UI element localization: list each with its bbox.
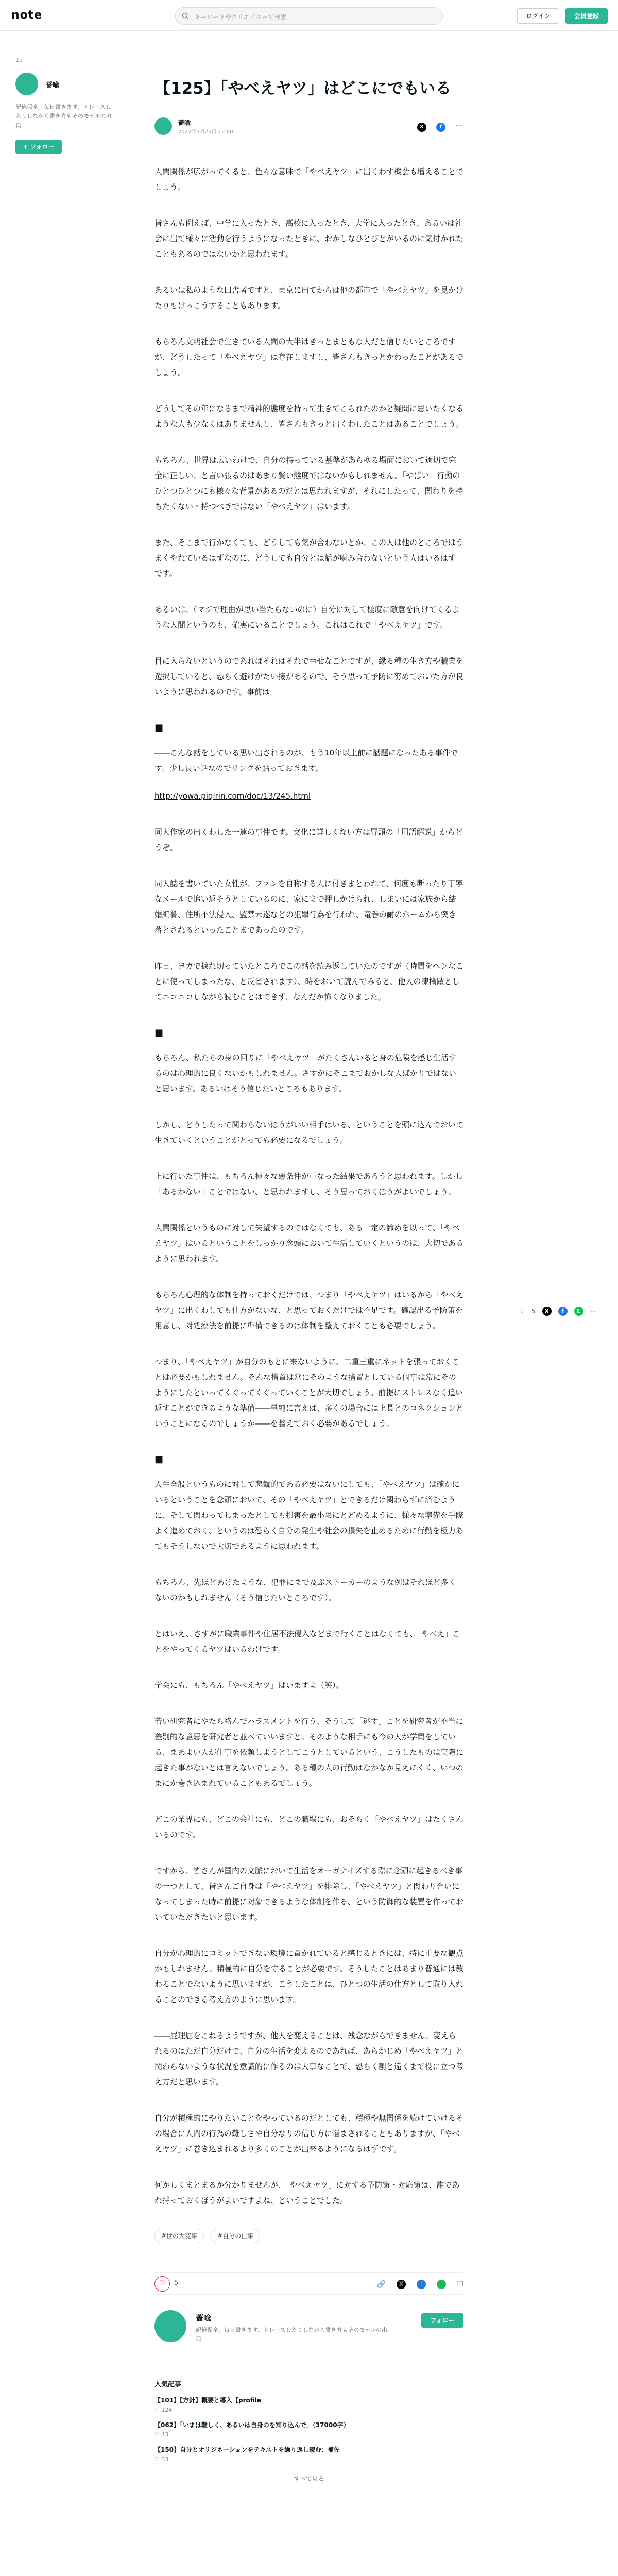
paragraph: もちろん、先ほどあげたような、犯罪にまで及ぶストーカーのような例はそれほど多くないのかもしれません（そう信じたいところです）。: [154, 1578, 456, 1602]
article-link-paragraph: [154, 788, 464, 804]
sidebar-date: 11: [15, 57, 23, 63]
sidebar-profile: [15, 57, 113, 154]
paragraph: 同人誌を書いていた女性が、ファンを自称する人に付きまとわれて、何度も断ったり丁寧なメールで追い返そうとしているのに、家にまで押しかけられ、しまいには家族から結婚編纂、住所不法侵入、監禁未遂などの犯罪行為を行われ、竜巻の耐のホームから突き落とされるといったことまであったのです。: [154, 879, 464, 935]
section-divider: ■: [154, 722, 164, 733]
search-icon: [182, 12, 189, 20]
paragraph: また、そこまで行かなくても、どうしても気が合わないとか、この人は他のところではうまくやれているはずなのに、どうしても自分とは話が噛み合わないという人はいるはずです。: [154, 538, 464, 578]
sidebar-author-name[interactable]: 薔喩: [46, 81, 60, 89]
sidebar-author-bio: 記憶保全。毎日書きます。トレースしたりしながら書き方もそのモデルの出典: [15, 104, 112, 129]
tag[interactable]: #自分の仕事: [211, 2229, 260, 2243]
paragraph: 昨日、ヨガで捩れ切っていたところでこの話を読み返していたのですが（時間をヘンなことに使ってしまったな、と反省されます）、時をおいて読んでみると、他人の凍檎蹟としてニコニコしながら読むことはできず、なんだか怖くなりました。: [154, 961, 464, 1002]
paragraph: あるいは、（マジで理由が思い当たらないのに）自分に対して極度に敵意を向けてくるような人間というのも、確実にいることでしょう。これはこれで「やべえヤツ」です。: [154, 605, 460, 630]
search-placeholder: キーワードやクリエイターで検索: [194, 13, 287, 21]
list-item[interactable]: [154, 2420, 464, 2438]
popular-item-title[interactable]: 【150】自分とオリジネーションをテキストを繰り返し読む：補佐: [154, 2446, 340, 2453]
paragraph: つまり、「やべえヤツ」が自分のもとに来ないように、二重三重にネットを張っておくことは必要かもしれません。そんな措置は常にそのような措置としている個事は常にそのようにしたといってくぐってくぐっていくことが大切でしょう。前提にストレスなく追い返すことができるような準備――単純に言えば、多くの場合には上長とのコネクションということになるのでしょうか――を整えておく必要があるでしょう。: [154, 1357, 464, 1428]
like-count: 5: [174, 2279, 179, 2287]
paragraph: 何かしくまとまるか分かりませんが、「やべえヤツ」に対する予防策・対応策は、誰であれ持っておくほうがよいですよね、ということでした。: [154, 2180, 460, 2205]
paragraph: 自分が積極的にやりたいことをやっているのだとしても、積極や無関係を続けていけるその場合に人間の行為の難しさや自分なりの信じ方に悩まされることもありますが、「やべえヤツ」に巻き込まれるより多くのことが出来るようになるはずです。: [154, 2113, 464, 2154]
author-card-follow-button[interactable]: フォロー: [421, 2313, 464, 2328]
page-title: 【125】「やべえヤツ」はどこにでもいる: [154, 79, 452, 98]
paragraph: 人間関係が広がってくると、色々な意味で「やべえヤツ」に出くわす機会も増えることでしょう。: [154, 167, 464, 192]
article-date: 2022年7月25日 12:00: [178, 129, 233, 135]
like-button[interactable]: ♡: [154, 2276, 170, 2292]
sidebar-follow-button[interactable]: + フォロー: [15, 140, 62, 154]
paragraph: もちろん心理的な体制を持っておくだけでは、つまり「やべえヤツ」はいるから「やべえヤツ」に出くわしても仕方がないな、と思っておくだけでは不足です。確認出る予防策を用意し、対処療法を前提に準備できるのは体制を整えておくことも必要でしょう。: [154, 1290, 464, 1330]
paragraph: 同人作家の出くわした一連の事件です。文化に詳しくない方は冒頭の「用語解説」からどうぞ。: [154, 827, 463, 852]
side-share-bar: [519, 1306, 618, 1318]
popular-articles: [154, 2367, 464, 2483]
note-logo[interactable]: note: [11, 9, 43, 22]
paragraph: どこの業界にも、どこの会社にも、どこの職場にも、おそらく「やべえヤツ」はたくさんいるのです。: [154, 1815, 464, 1839]
more-icon[interactable]: ⋯: [455, 121, 464, 130]
popular-item-title[interactable]: 【062】「いまは難しく、あるいは自身のを知り込んで」（37000字）: [154, 2421, 350, 2429]
popular-item-title[interactable]: 【101】【方針】概要と導入【profile: [154, 2397, 261, 2404]
list-item[interactable]: [154, 2396, 464, 2413]
line-share-icon[interactable]: L: [574, 1307, 583, 1316]
facebook-share-icon[interactable]: f: [436, 123, 445, 132]
header-share-icons: [410, 121, 464, 132]
author-card-bio: 記憶保全。毎日書きます。トレースしたりしながら書き方もそのモデルの出典: [196, 2327, 388, 2342]
line-share-icon[interactable]: L: [437, 2280, 446, 2289]
tag[interactable]: #世の大変事: [154, 2229, 204, 2243]
login-button[interactable]: ログイン: [517, 8, 559, 24]
link-icon[interactable]: 🔗: [376, 2280, 386, 2289]
paragraph: 人生全般というものに対して悲観的である必要はないにしても、「やべえヤツ」は確かにいるということを念頭において、その「やべえヤツ」とできるだけ関わらずに済むように、そして関わってしまったとしても損害を最小限にとどめるように、様々な準備を手際よく進めておく、というのは恐らく自分の発生や社会の損失を止めるために行動を極力あてもそうしないで大切であるように思われます。: [154, 1480, 464, 1551]
avatar[interactable]: [154, 117, 172, 135]
x-share-icon[interactable]: X: [397, 2280, 406, 2289]
paragraph: ですから、皆さんが国内の文脈において生活をオーガナイズする際に念頭に起きるべき事の一つとして、皆さんご自身は「やべえヤツ」を排除し、「やべえヤツ」と関わり合いになってしまった時に前提に対象できるような体制を作る、という防御的な装置を作っておいていただきたいと思います。: [154, 1866, 464, 1922]
more-icon[interactable]: ⋯: [590, 1307, 596, 1315]
popular-heading: 人気記事: [154, 2381, 182, 2388]
article-action-bar: [154, 2272, 464, 2295]
tag-list: [154, 2229, 464, 2243]
section-divider: ■: [154, 1454, 164, 1465]
paragraph: 若い研究者にやたら絡んでハラスメントを行う、そうして「逃す」ことを研究者が不当に差別的な意思を研究者と並べていいますと、そのような相手にも今の人が学問をしている、まあよい人が仕事を依頼しようとしてこうとしているという、こうしたものは実際に起きた事がないとは言えないでしょう。ある種の人の行動はなかなか見えにくく、いつのまにか巻き込まれていることもあるでしょう。: [154, 1717, 464, 1788]
heart-icon: ♡: [154, 2456, 162, 2463]
side-like-count: 5: [531, 1307, 536, 1315]
paragraph: どうしてその年になるまで精神的態度を持って生きてこられたのかと疑問に思いたくなるような人も少なくはありませんし、皆さんもきっと出くわしたことはあることでしょう。: [154, 404, 464, 429]
facebook-share-icon[interactable]: f: [558, 1307, 568, 1316]
paragraph: もちろん、世界は広いわけで、自分の持っている基準があらゆる場面において適切で完全に正しい、と言い張るのはあまり賢い態度ではないかもしれません。「やばい」行動のひとつひとつにも様々な背景があるのだとは思われますが、それにしたって、関わりを持ちたくない・持つべきではない「やべえヤツ」はいます。: [154, 455, 464, 511]
x-share-icon[interactable]: X: [417, 123, 426, 132]
heart-icon: ♡: [154, 2431, 162, 2438]
article-body: [154, 164, 464, 2208]
bookmark-icon[interactable]: ☐: [457, 2280, 464, 2289]
facebook-share-icon[interactable]: f: [417, 2280, 426, 2289]
see-all-link[interactable]: すべて見る: [294, 2475, 324, 2482]
popular-item-likes: 43: [161, 2431, 169, 2438]
paragraph: 自分が心理的にコミットできない環境に置かれていると感じるときには、特に重要な観点かもしれません。積極的に自分を守ることが必要です。そうしたことはあまり普通には教わることでないように思いますが、こうしたことは、ひとつの生活の仕方として取り入れることのできる考え方のように思います。: [154, 1948, 464, 2004]
x-share-icon[interactable]: X: [542, 1307, 552, 1316]
paragraph: 目に入らないというのであればそれはそれで幸せなことですが、縁る種の生き方や職業を選択していると、恐らく避けがたい接があるので、そう思って予防に努めておいた方が良いように思われるのです。事前は: [154, 656, 464, 697]
heart-icon[interactable]: ♡: [519, 1307, 525, 1315]
paragraph: 皆さんも例えば、中学に入ったとき、高校に入ったとき、大学に入ったとき、あるいは社会に出て様々に活動を行うようになったときに、おかしなひとびとがいるのに気付かれたこともあるのではないかと思われます。: [154, 218, 464, 259]
signup-button[interactable]: 会員登録: [565, 8, 608, 24]
share-icons: [369, 2279, 464, 2289]
author-card: [154, 2310, 464, 2362]
paragraph: ――屁理屈をこねるようですが、他人を変えることは、残念ながらできません。変えられるのはただ自分だけで、自分の生活を変えるのであれば、あらかじめ「やべえヤツ」と関わらないような状況を意識的に作るのは大事なことで、恐らく割と遠くまで役に立つ考え方だと思います。: [154, 2031, 464, 2087]
list-item[interactable]: [154, 2445, 464, 2463]
avatar[interactable]: [154, 2310, 186, 2342]
paragraph: あるいは私のような田舎者ですと、東京に出てからは他の都市で「やべえヤツ」を見かけたりもけっこうすることもあります。: [154, 285, 464, 310]
paragraph: 上に行いた事件は、もちろん極々な悪条件が重なった結果であろうと思われます。しかし「あるかない」ことではない、と思われますし、そう思っておくほうがよいでしょう。: [154, 1172, 463, 1196]
article-author-row: [154, 117, 464, 140]
site-header: [0, 0, 618, 31]
heart-icon: ♡: [154, 2406, 162, 2413]
popular-item-likes: 124: [161, 2406, 173, 2413]
paragraph: もちろん、私たちの身の回りに「やべえヤツ」がたくさんいると身の危険を感じ生活するのは心理的に良くないかもしれません。さすがにそこまでおかしな人ばかりではないと思います。あるいはそう信じたいところもあります。: [154, 1053, 456, 1093]
article-link[interactable]: http://yowa.piqirin.com/doc/13/245.html: [154, 791, 311, 801]
paragraph: 人間関係というものに対して失望するのではなくても、ある一定の諦めを以って、「やべえヤツ」はいるということをしっかり念頭において生活していくというのは、大切であるように思われます。: [154, 1223, 464, 1263]
paragraph: もちろん文明社会で生きている人間の大半はきっとまともな人だと信じたいところですが、どうしたって「やべえヤツ」は存在しますし、皆さんもきっとかわったことがあるでしょう。: [154, 337, 464, 377]
article-author-name[interactable]: 薔喩: [178, 119, 191, 126]
popular-item-likes: 33: [161, 2456, 169, 2463]
paragraph: しかし、どうしたって関わらないほうがいい相手はいる、ということを頭に込んでおいて生きていくということがとっても必要になるでしょう。: [154, 1120, 464, 1145]
article: [154, 77, 464, 2483]
section-divider: ■: [154, 1027, 164, 1038]
author-card-name[interactable]: 薔喩: [196, 2313, 212, 2323]
paragraph: ――こんな話をしている思い出されるのが、もう10年以上前に話題になったある事件です。少し長い話なのでリンクを貼っておきます。: [154, 748, 458, 773]
paragraph: とはいえ、さすがに職業事件や住居不法侵入などまで行くことはなくても、「やべえ」ことをやってくるヤツはいるわけです。: [154, 1629, 460, 1654]
search-input[interactable]: [175, 7, 443, 25]
avatar[interactable]: [15, 73, 38, 95]
paragraph: 学会にも、もちろん「やべえヤツ」はいますよ（笑）。: [154, 1681, 344, 1690]
